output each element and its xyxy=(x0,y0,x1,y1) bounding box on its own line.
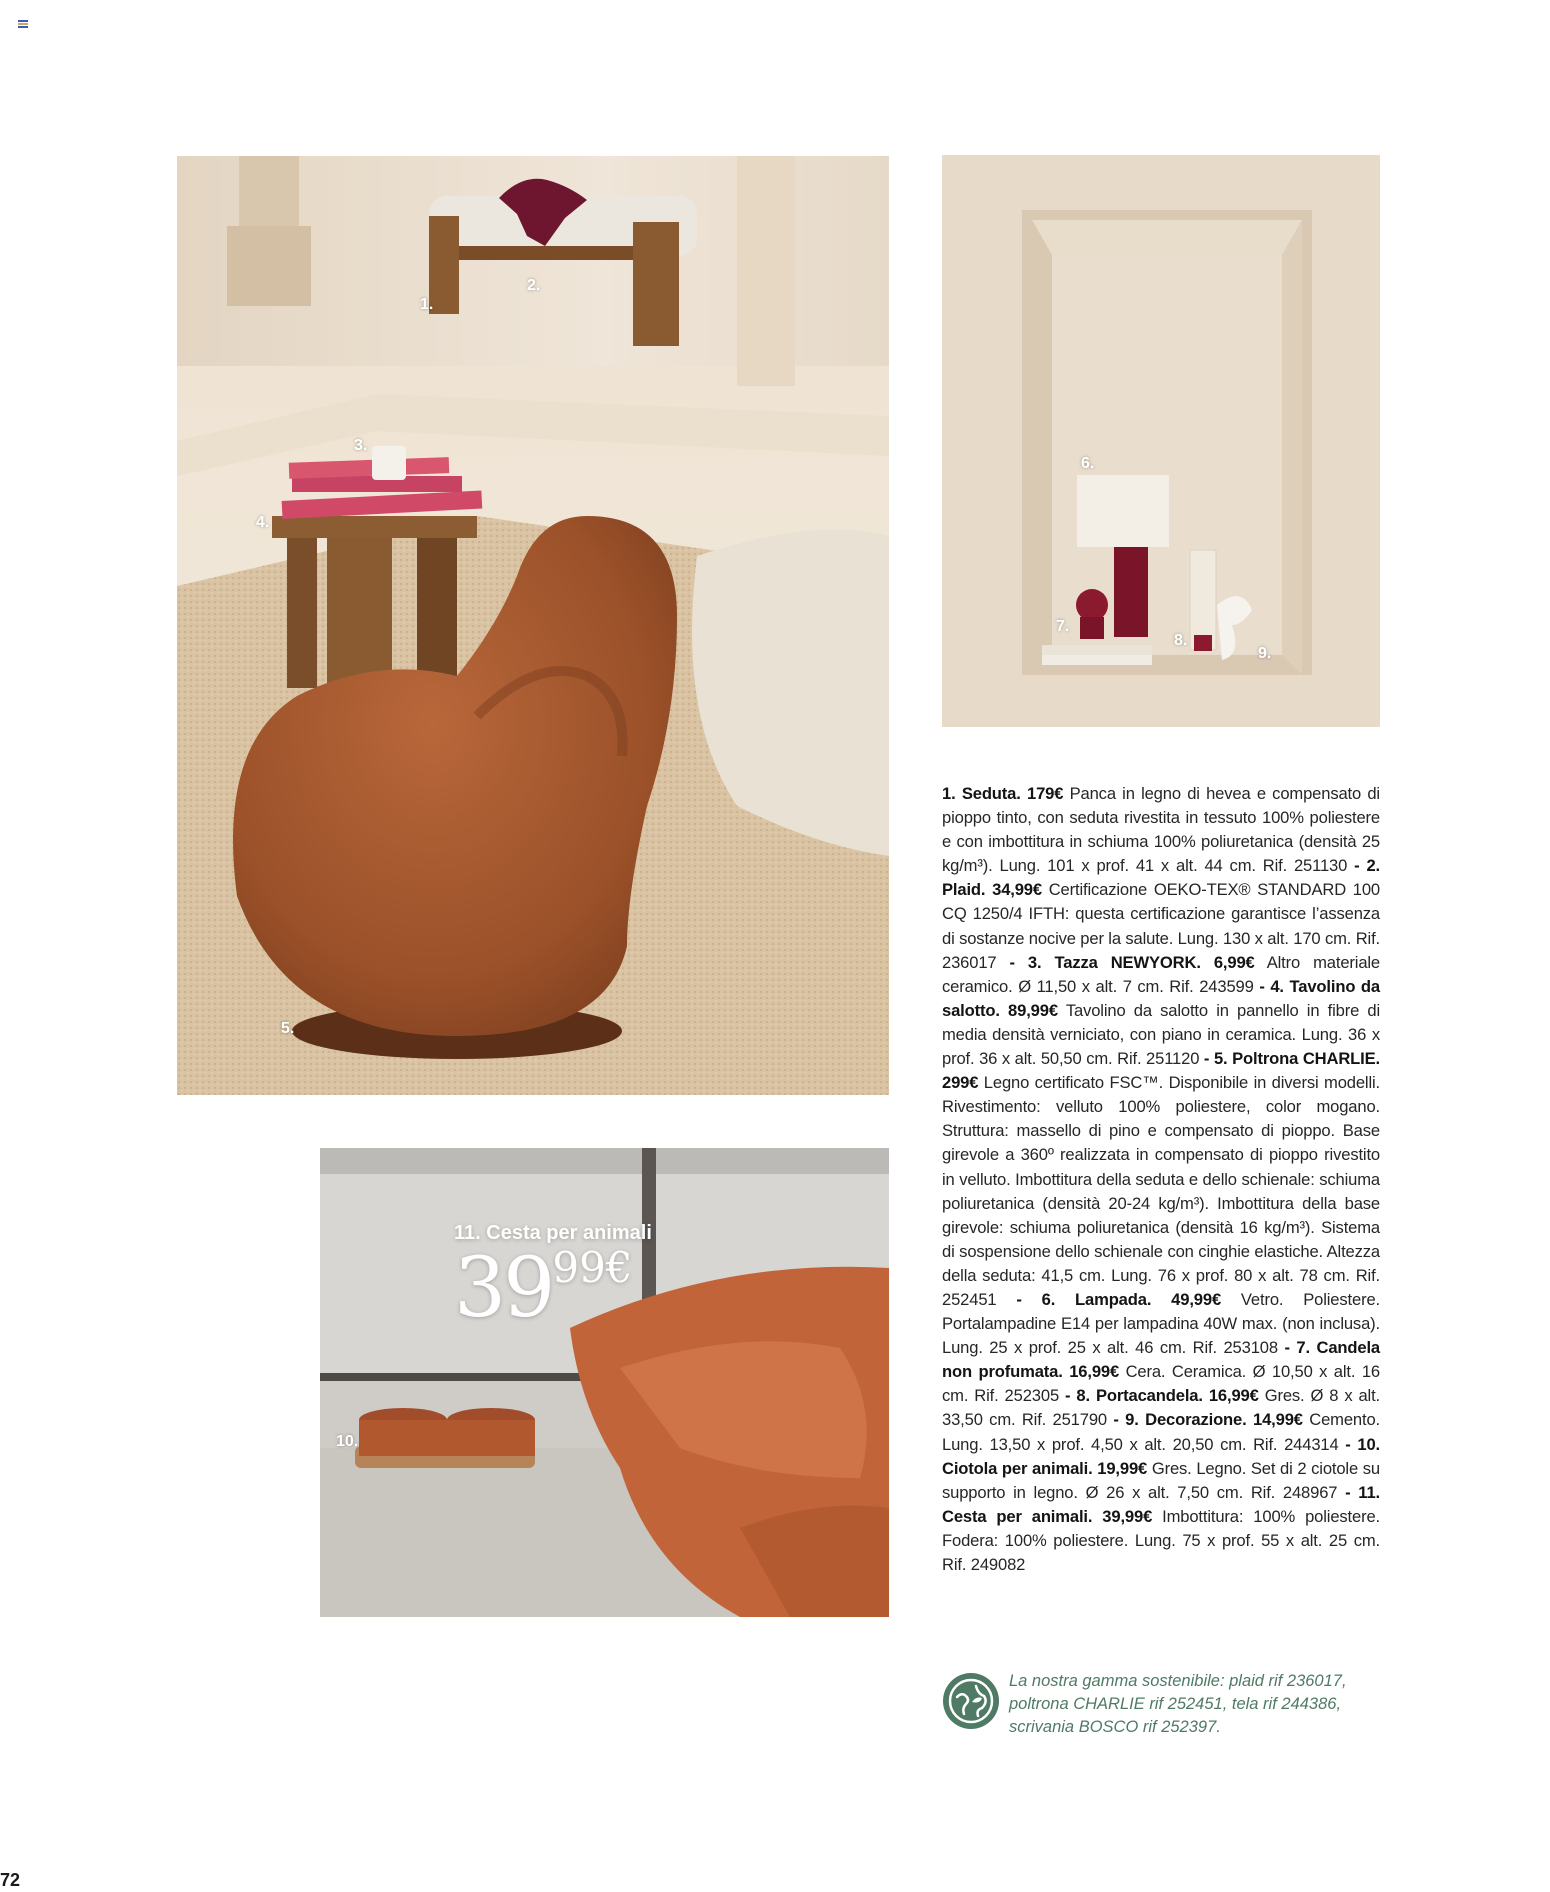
menu-icon[interactable] xyxy=(18,20,28,28)
item-separator: - xyxy=(1277,1338,1297,1358)
item-details: Imbottitura: 100% poliestere. Fodera: 100% poliestere. Lung. 75 x prof. 55 x alt. 25 cm. Rif. 249082 xyxy=(942,1506,1380,1574)
item-price: 34,99€ xyxy=(992,880,1042,900)
promo-name: 11. Cesta per animali xyxy=(454,1222,652,1244)
item-heading: 11. Cesta per animali. xyxy=(942,1482,1380,1526)
niche-photo-decor xyxy=(942,155,1380,727)
item-price: 49,99€ xyxy=(1171,1289,1222,1309)
item-separator: - xyxy=(996,952,1028,972)
item-details: Legno certificato FSC™. Disponibile in diversi modelli. Rivestimento: velluto 100% poliestere, color mogano. Struttura: massello di pino e compensato di pioppo. Base girevole a 360º realizzata in compensato di pioppo rivestito in velluto. Imbottitura della seduta e dello schienale: schiuma poliuretanica (densità 20-24 kg/m³). Imbottitura della base girevole: schiuma poliuretanica (densità 16 kg/m³). Sistema di sospensione dello schienale con cinghie elastiche. Altezza della seduta: 41,5 cm. Lung. 76 x prof. 80 x alt. 78 cm. Rif. 252451 xyxy=(942,1073,1380,1309)
item-details: Cera. Ceramica. Ø 10,50 x alt. 16 cm. Rif. 252305 xyxy=(942,1362,1380,1406)
sustainability-note xyxy=(942,1670,1382,1750)
promo-price-currency: € xyxy=(605,1243,633,1292)
marker-6: 6. xyxy=(1081,455,1095,472)
item-price: 299€ xyxy=(942,1073,979,1093)
item-price: 179€ xyxy=(1026,784,1064,803)
item-heading: 3. Tazza NEWYORK. xyxy=(1027,952,1201,972)
marker-8: 8. xyxy=(1174,632,1188,649)
pet-illustration xyxy=(320,1148,889,1617)
item-separator: - xyxy=(1347,856,1367,876)
item-details: Altro materiale ceramico. Ø 11,50 x alt. 7 cm. Rif. 243599 xyxy=(942,952,1381,996)
item-details: Gres. Ø 8 x alt. 33,50 cm. Rif. 251790 xyxy=(942,1386,1381,1430)
item-heading: 1. Seduta. xyxy=(942,784,1021,803)
item-separator: - xyxy=(1107,1410,1126,1430)
item-separator: - xyxy=(1059,1386,1077,1406)
promo-price xyxy=(454,1241,652,1336)
item-separator: - xyxy=(1337,1482,1359,1502)
sustainability-text: La nostra gamma sostenibile: plaid rif 236017, poltrona CHARLIE rif 252451, tela rif 244386, scrivania BOSCO rif 252397. xyxy=(1009,1672,1347,1736)
item-heading: 9. Decorazione. xyxy=(1125,1410,1247,1430)
item-separator: - xyxy=(996,1289,1042,1309)
pet-photo xyxy=(320,1148,889,1617)
marker-2: 2. xyxy=(527,277,541,294)
item-price: 19,99€ xyxy=(1097,1458,1148,1478)
marker-5: 5. xyxy=(281,1020,295,1037)
item-details: Cemento. Lung. 13,50 x prof. 4,50 x alt. 20,50 cm. Rif. 244314 xyxy=(942,1410,1381,1454)
item-separator: - xyxy=(1253,976,1271,996)
marker-3: 3. xyxy=(354,437,368,454)
item-price: 16,99€ xyxy=(1069,1362,1120,1382)
marker-1: 1. xyxy=(420,296,434,313)
item-price: 14,99€ xyxy=(1253,1410,1303,1430)
item-heading: 8. Portacandela. xyxy=(1076,1386,1203,1406)
item-separator: - xyxy=(1338,1434,1358,1454)
marker-9: 9. xyxy=(1258,645,1272,662)
item-price: 16,99€ xyxy=(1208,1386,1259,1406)
item-heading: 2. Plaid. xyxy=(942,856,1380,900)
item-details: Gres. Legno. Set di 2 ciotole su supporto in legno. Ø 26 x alt. 7,50 cm. Rif. 248967 xyxy=(942,1458,1380,1502)
item-details: Vetro. Poliestere. Portalampadine E14 per lampadina 40W max. (non inclusa). Lung. 25 x prof. 25 x alt. 46 cm. Rif. 253108 xyxy=(942,1289,1380,1358)
item-heading: 5. Poltrona CHARLIE. xyxy=(1213,1049,1380,1069)
niche-illustration xyxy=(942,155,1380,727)
item-price: 89,99€ xyxy=(1008,1000,1058,1020)
promo-tag xyxy=(454,1222,652,1336)
globe-leaf-icon xyxy=(942,1672,1000,1730)
marker-7: 7. xyxy=(1056,618,1070,635)
item-heading: 10. Ciotola per animali. xyxy=(942,1434,1381,1478)
item-price: 6,99€ xyxy=(1213,952,1255,972)
promo-price-dec: 99 xyxy=(552,1243,606,1292)
marker-4: 4. xyxy=(256,514,270,531)
item-heading: 7. Candela non profumata. xyxy=(942,1338,1380,1382)
item-heading: 4. Tavolino da salotto. xyxy=(942,976,1380,1020)
marker-10: 10. xyxy=(336,1433,359,1450)
main-photo-living-room xyxy=(177,156,889,1095)
living-room-illustration xyxy=(177,156,889,1095)
page-number: 72 xyxy=(0,1870,21,1890)
item-price: 39,99€ xyxy=(1102,1506,1153,1526)
item-heading: 6. Lampada. xyxy=(1041,1289,1152,1309)
promo-price-int: 39 xyxy=(454,1241,553,1336)
product-description xyxy=(942,782,1380,1577)
item-separator: - xyxy=(1199,1049,1214,1069)
item-details: Certificazione OEKO-TEX® STANDARD 100 CQ 1250/4 IFTH: questa certificazione garantisce l’assenza di sostanze nocive per la salute. Lung. 130 x alt. 170 cm. Rif. 236017 xyxy=(942,880,1381,972)
item-details: Tavolino da salotto in pannello in fibre di media densità verniciato, con piano in ceramica. Lung. 36 x prof. 36 x alt. 50,50 cm. Rif. 251120 xyxy=(942,1000,1381,1069)
item-details: Panca in legno di hevea e compensato di pioppo tinto, con seduta rivestita in tessuto 100% poliestere e con imbottitura in schiuma 100% poliuretanica (densità 25 kg/m³). Lung. 101 x prof. 41 x alt. 44 cm. Rif. 251130 xyxy=(942,784,1380,876)
